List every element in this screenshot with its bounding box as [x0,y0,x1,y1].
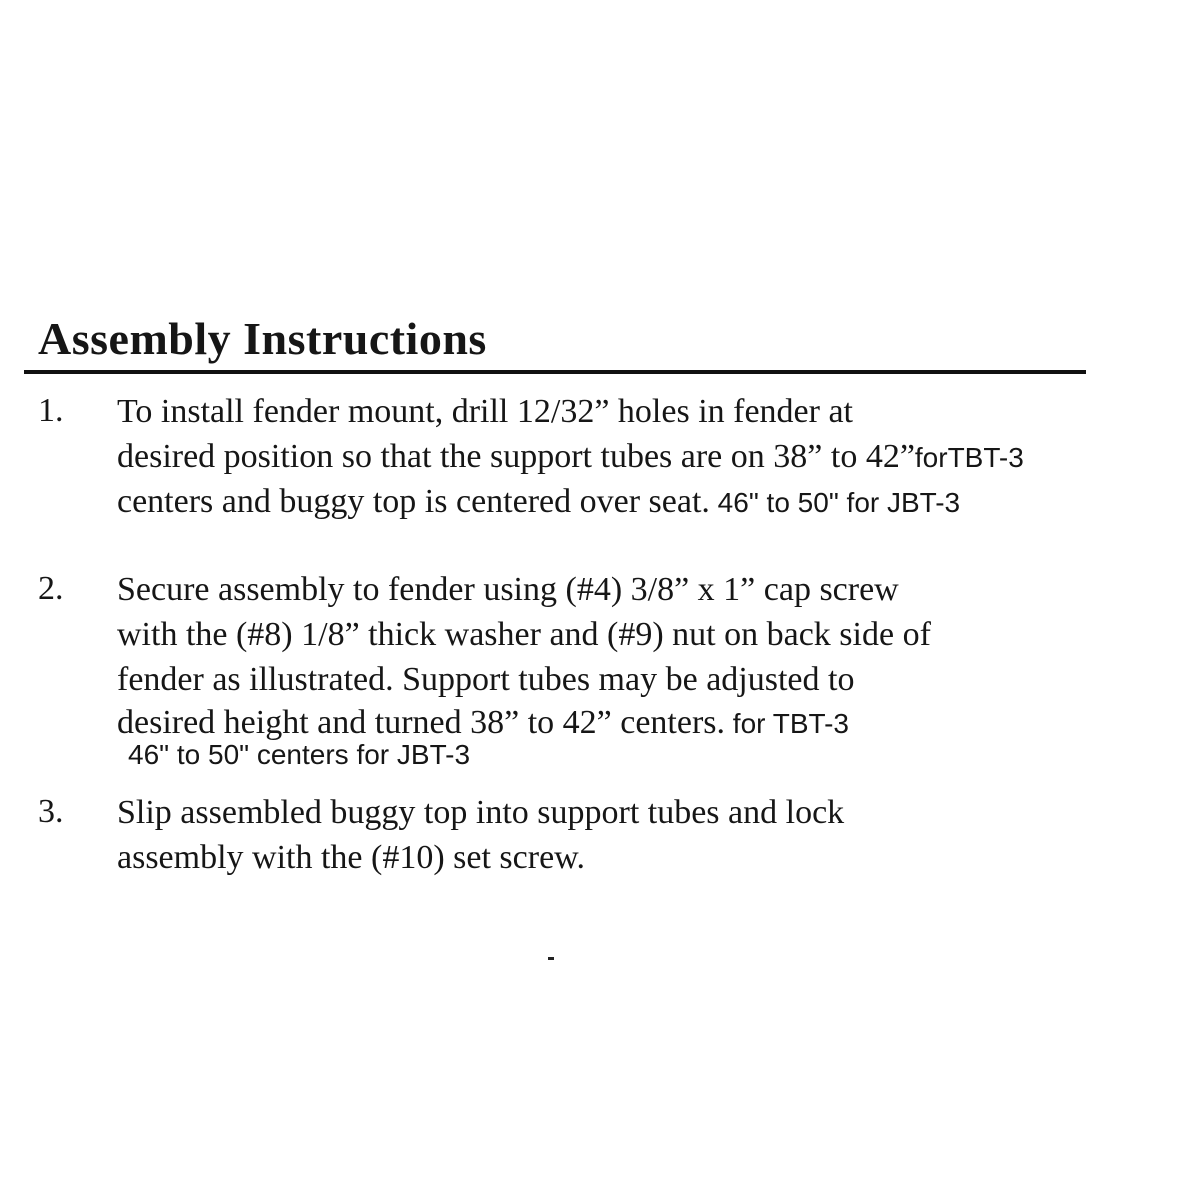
scan-speck-mark [548,957,554,960]
step-3-line-1 [117,793,844,833]
step-2-jbt-note: 46" to 50" centers for JBT-3 [128,739,471,770]
step-1-line-3 [117,482,960,523]
page-title: Assembly Instructions [38,313,487,364]
step-1-line-1 [117,392,853,432]
step-1-line-3-handnote: 46" to 50" for JBT-3 [709,487,961,518]
title-underline-divider [24,370,1086,374]
step-2-line-1 [117,570,899,610]
step-3-line-2-text: assembly with the (#10) set screw. [117,839,586,876]
step-2-number: 2. [38,570,64,607]
step-2-line-1-text: Secure assembly to fender using (#4) 3/8” x 1” cap screw [117,571,899,608]
step-2-line-4-text: desired height and turned 38” to 42” centers. [117,704,726,741]
step-2-line-4 [117,703,849,744]
step-2-line-4-handnote: for TBT-3 [725,708,849,739]
step-1-number: 1. [38,392,64,429]
step-2-line-3 [117,660,854,700]
step-1-line-2 [117,437,1024,478]
step-2-line-3-text: fender as illustrated. Support tubes may be adjusted to [117,661,855,698]
step-3-line-1-text: Slip assembled buggy top into support tubes and lock [117,794,845,831]
step-1-line-2-handnote: forTBT-3 [914,442,1024,473]
step-1-line-3-text: centers and buggy top is centered over seat. [117,483,710,520]
step-2-line-2-text: with the (#8) 1/8” thick washer and (#9) nut on back side of [117,616,931,653]
step-3-line-2 [117,838,585,878]
step-2-line-2 [117,615,931,655]
step-1-line-1-text: To install fender mount, drill 12/32” holes in fender at [117,393,853,430]
step-1-line-2-text: desired position so that the support tubes are on 38” to 42” [117,438,915,475]
step-3-number: 3. [38,793,64,830]
